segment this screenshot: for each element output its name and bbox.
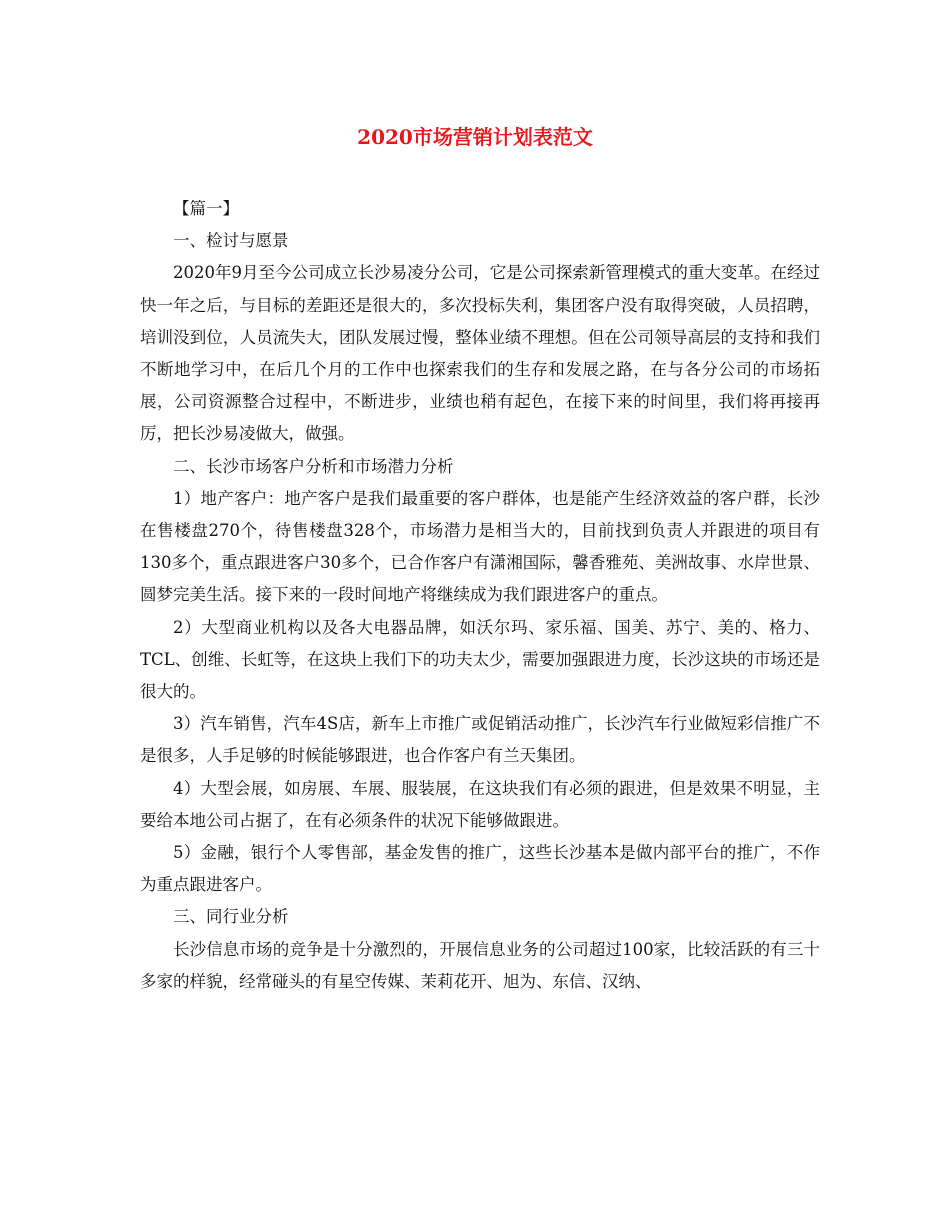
paragraph-exhibitions: 4）大型会展，如房展、车展、服装展，在这块我们有必须的跟进，但是效果不明显，主要给本地公司占据了，在有必须条件的状况下能够做跟进。	[140, 778, 820, 830]
heading-market-analysis: 二、长沙市场客户分析和市场潜力分析	[173, 456, 454, 476]
section-label-part-one: 【篇一】	[173, 199, 239, 218]
paragraph-review: 2020年9月至今公司成立长沙易凌分公司，它是公司探索新管理模式的重大变革。在经过快一年之后，与目标的差距还是很大的，多次投标失利，集团客户没有取得突破，人员招聘，培训没到位，人员流失大，团队发展过慢，整体业绩不理想。但在公司领导高层的支持和我们不断地学习中，在后几个月的工作中也探索我们的生存和发展之路，在与各分公司的市场拓展，公司资源整合过程中，不断进步，业绩也稍有起色，在接下来的时间里，我们将再接再厉，把长沙易凌做大，做强。	[140, 263, 820, 444]
document-body	[140, 193, 820, 998]
paragraph-auto: 3）汽车销售，汽车4S店，新车上市推广或促销活动推广，长沙汽车行业做短彩信推广不是很多，人手足够的时候能够跟进，也合作客户有兰天集团。	[140, 714, 820, 766]
heading-review-and-vision: 一、检讨与愿景	[173, 231, 289, 251]
document-title: 2020市场营销计划表范文	[357, 125, 593, 149]
paragraph-real-estate: 1）地产客户：地产客户是我们最重要的客户群体，也是能产生经济效益的客户群，长沙在售楼盘270个，待售楼盘328个，市场潜力是相当大的，目前找到负责人并跟进的项目有130多个，重点跟进客户30多个，已合作客户有潇湘国际，馨香雅苑、美洲故事、水岸世景、圆梦完美生活。接下来的一段时间地产将继续成为我们跟进客户的重点。	[140, 488, 820, 605]
paragraph-finance: 5）金融，银行个人零售部，基金发售的推广，这些长沙基本是做内部平台的推广，不作为重点跟进客户。	[140, 843, 820, 895]
paragraph-competitors: 长沙信息市场的竞争是十分激烈的，开展信息业务的公司超过100家，比较活跃的有三十多家的样貌，经常碰头的有星空传媒、茉莉花开、旭为、东信、汉纳、	[140, 939, 820, 991]
paragraph-commercial: 2）大型商业机构以及各大电器品牌，如沃尔玛、家乐福、国美、苏宁、美的、格力、TCL、创维、长虹等，在这块上我们下的功夫太少，需要加强跟进力度，长沙这块的市场还是很大的。	[140, 617, 820, 702]
heading-competitor-analysis: 三、同行业分析	[173, 907, 289, 927]
